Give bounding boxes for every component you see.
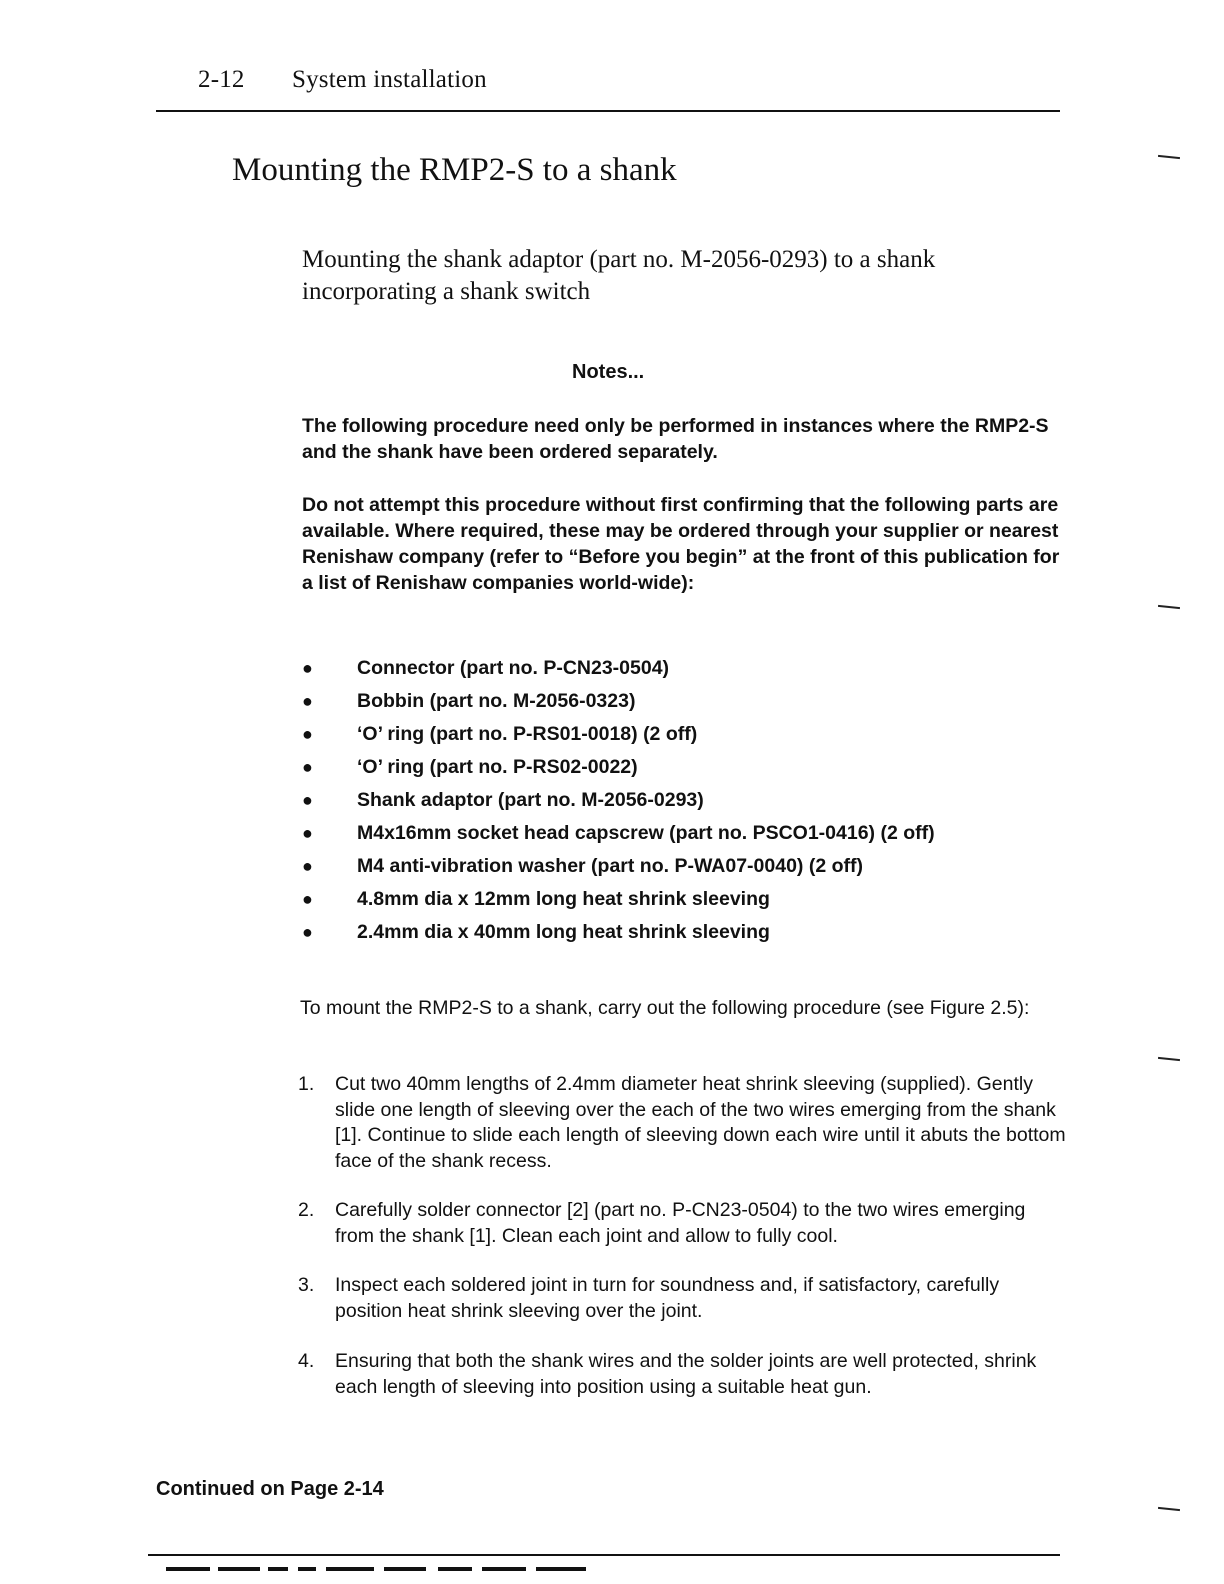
procedure-intro: To mount the RMP2-S to a shank, carry out the following procedure (see Figure 2.5): [300, 997, 1030, 1019]
header-rule [156, 110, 1060, 112]
bullet-icon: ● [302, 823, 313, 843]
bullet-icon: ● [302, 691, 313, 711]
bullet-icon: ● [302, 856, 313, 876]
step-number: 1. [298, 1073, 315, 1095]
step-item [298, 1349, 1068, 1400]
scan-margin-mark [1158, 1057, 1180, 1061]
bullet-icon: ● [302, 922, 313, 942]
step-text: Ensuring that both the shank wires and the solder joints are well protected, shrink each length of sleeving into position using a suitable heat gun. [335, 1350, 1037, 1398]
page-number: 2-12 [198, 66, 245, 93]
running-header [198, 66, 487, 94]
scan-margin-mark [1158, 155, 1180, 159]
step-text: Carefully solder connector [2] (part no. P-CN23-0504) to the two wires emerging from the shank [1]. Clean each joint and allow to fully cool. [335, 1199, 1026, 1247]
scan-margin-mark [1158, 605, 1180, 609]
step-number: 3. [298, 1274, 315, 1296]
part-text: ‘O’ ring (part no. P-RS01-0018) (2 off) [357, 723, 698, 745]
notes-heading: Notes... [572, 361, 645, 383]
part-text: 2.4mm dia x 40mm long heat shrink sleeving [357, 921, 770, 943]
step-text: Cut two 40mm lengths of 2.4mm diameter heat shrink sleeving (supplied). Gently slide one length of sleeving over the each of the two wires emerging from the shank [1]. Continue to slide each length of sleeving down each wire until it abuts the bottom face of the shank recess. [335, 1073, 1066, 1172]
step-item [298, 1198, 1068, 1249]
footer-logo-fragment [162, 1561, 592, 1584]
step-item [298, 1072, 1068, 1174]
step-text: Inspect each soldered joint in turn for soundness and, if satisfactory, carefully position heat shrink sleeving over the joint. [335, 1274, 1000, 1322]
part-text: 4.8mm dia x 12mm long heat shrink sleeving [357, 888, 770, 910]
section-title: Mounting the RMP2-S to a shank [232, 152, 677, 188]
procedure-steps [298, 1072, 1068, 1400]
part-text: Connector (part no. P-CN23-0504) [357, 657, 670, 679]
bullet-icon: ● [302, 889, 313, 909]
continued-note: Continued on Page 2-14 [156, 1478, 384, 1500]
chapter-title: System installation [292, 66, 487, 93]
bullet-icon: ● [302, 790, 313, 810]
bullet-icon: ● [302, 757, 313, 777]
bullet-icon: ● [302, 724, 313, 744]
step-item [298, 1273, 1068, 1324]
part-text: M4x16mm socket head capscrew (part no. PSCO1-0416) (2 off) [357, 822, 935, 844]
footer-rule [148, 1554, 1060, 1556]
scan-margin-mark [1158, 1507, 1180, 1511]
note-paragraph-2: Do not attempt this procedure without first confirming that the following parts are available. Where required, these may be ordered through your supplier or nearest Renishaw company (refer to “Before you begin” at the front of this publication for a list of Renishaw companies world-wide): [302, 494, 1060, 594]
bullet-icon: ● [302, 658, 313, 678]
part-text: Shank adaptor (part no. M-2056-0293) [357, 789, 704, 811]
note-paragraph-1: The following procedure need only be performed in instances where the RMP2-S and the shank have been ordered separately. [302, 415, 1049, 463]
step-number: 4. [298, 1350, 315, 1372]
step-number: 2. [298, 1199, 315, 1221]
part-text: Bobbin (part no. M-2056-0323) [357, 690, 636, 712]
subsection-title: Mounting the shank adaptor (part no. M-2056-0293) to a shank incorporating a shank switch [302, 246, 936, 305]
part-text: ‘O’ ring (part no. P-RS02-0022) [357, 756, 638, 778]
part-text: M4 anti-vibration washer (part no. P-WA07-0040) (2 off) [357, 855, 863, 877]
